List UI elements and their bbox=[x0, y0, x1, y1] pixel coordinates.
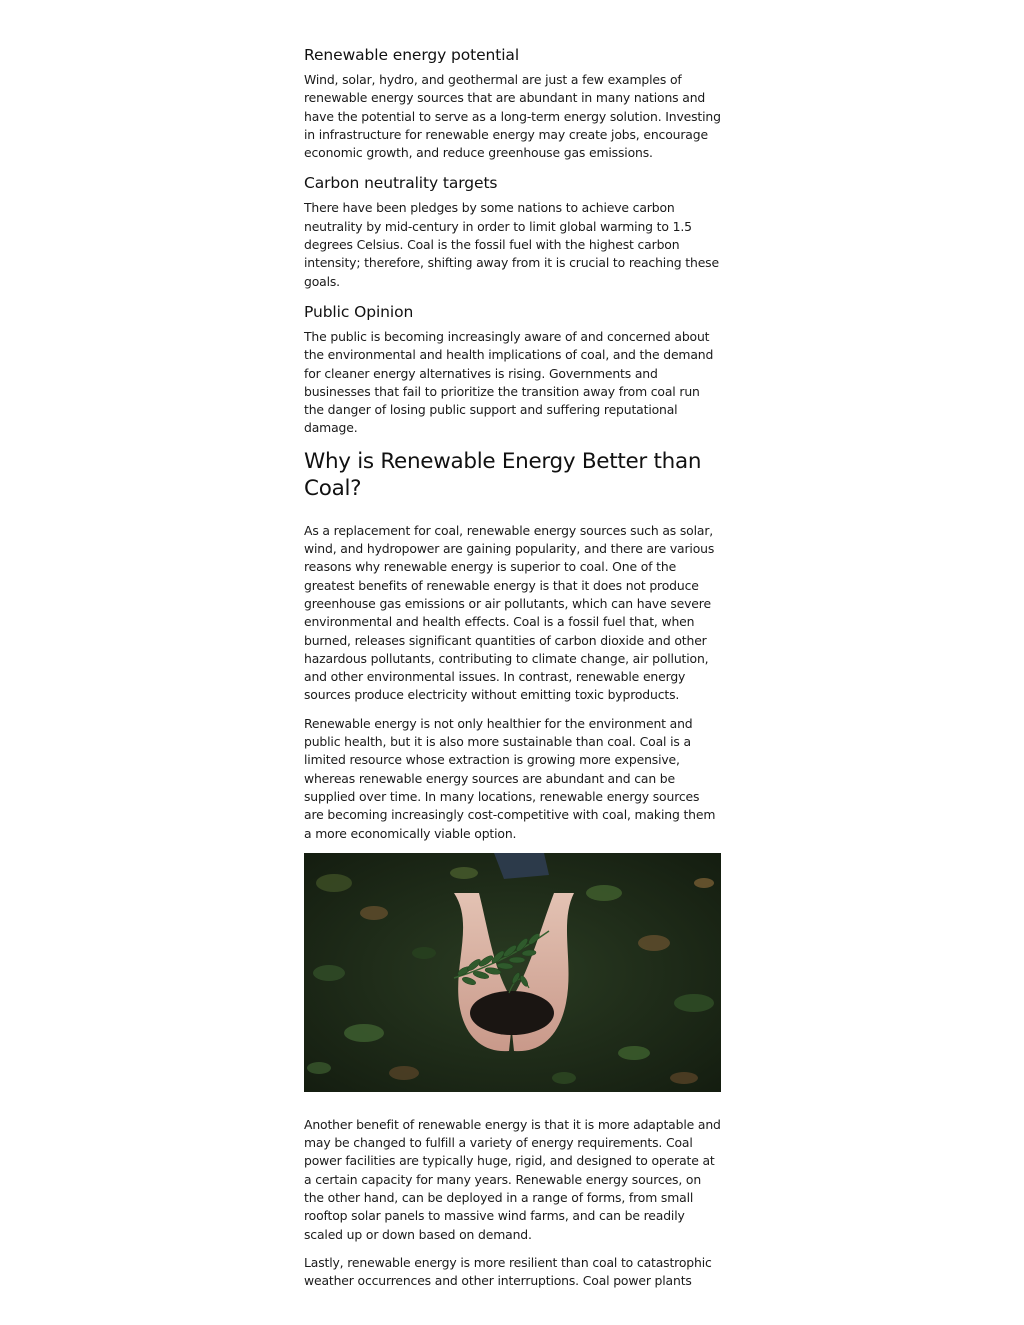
paragraph-resilient: Lastly, renewable energy is more resilient than coal to catastrophic weather occurrences and other interruptions. Coal power plants bbox=[304, 1254, 712, 1289]
paragraph-carbon-neutrality: There have been pledges by some nations to achieve carbon neutrality by mid-century in order to limit global warming to 1.5 degrees Celsius. Coal is the fossil fuel with the highest carbon intensity; therefore, shifting away from it is crucial to reaching these goals. bbox=[304, 200, 719, 289]
paragraph-why-1: As a replacement for coal, renewable energy sources such as solar, wind, and hydropower are gaining popularity, and there are various reasons why renewable energy is superior to coal. One of the greatest benefits of renewable energy is that it does not produce greenhouse gas emissions or air pollutants, which can have severe environmental and health effects. Coal is a fossil fuel that, when burned, releases significant quantities of carbon dioxide and other hazardous pollutants, contributing to climate change, air pollution, and other environmental issues. In contrast, renewable energy sources produce electricity without emitting toxic byproducts. bbox=[304, 522, 715, 703]
paragraph-why-2: Renewable energy is not only healthier for the environment and public health, but it is also more sustainable than coal. Coal is a limited resource whose extraction is growing more expensive, whereas renewable energy sources are abundant and can be supplied over time. In many locations, renewable energy sources are becoming increasingly cost-competitive with coal, making them a more economically viable option. bbox=[304, 715, 716, 841]
heading-renewable-potential: Renewable energy potential bbox=[304, 46, 520, 64]
paragraph-renewable-potential: Wind, solar, hydro, and geothermal are just a few examples of renewable energy sources that are abundant in many nations and have the potential to serve as a long-term energy solution. Investing in infrastructure for renewable energy may create jobs, encourage economic growth, and reduce greenhouse gas emissions. bbox=[304, 72, 721, 161]
heading-public-opinion: Public Opinion bbox=[304, 302, 414, 321]
heading-carbon-neutrality: Carbon neutrality targets bbox=[304, 174, 498, 193]
soil-handful bbox=[470, 991, 554, 1035]
paragraph-public-opinion: The public is becoming increasingly aware of and concerned about the environmental and health implications of coal, and the demand for cleaner energy alternatives is rising. Governments and businesses that fail to prioritize the transition away from coal run the danger of losing public support and suffering reputational damage. bbox=[304, 328, 714, 436]
article-body bbox=[304, 44, 722, 1300]
hands-seedling-photo bbox=[304, 853, 721, 1092]
forest-floor-background bbox=[304, 853, 721, 1092]
heading-why-renewable: Why is Renewable Energy Better than Coal? bbox=[304, 448, 702, 501]
paragraph-adaptable: Another benefit of renewable energy is that it is more adaptable and may be changed to fulfill a variety of energy requirements. Coal power facilities are typically huge, rigid, and designed to operate at a certain capacity for many years. Renewable energy sources, on the other hand, can be deployed in a range of forms, from small rooftop solar panels to massive wind farms, and can be readily scaled up or down based on demand. bbox=[304, 1116, 721, 1242]
